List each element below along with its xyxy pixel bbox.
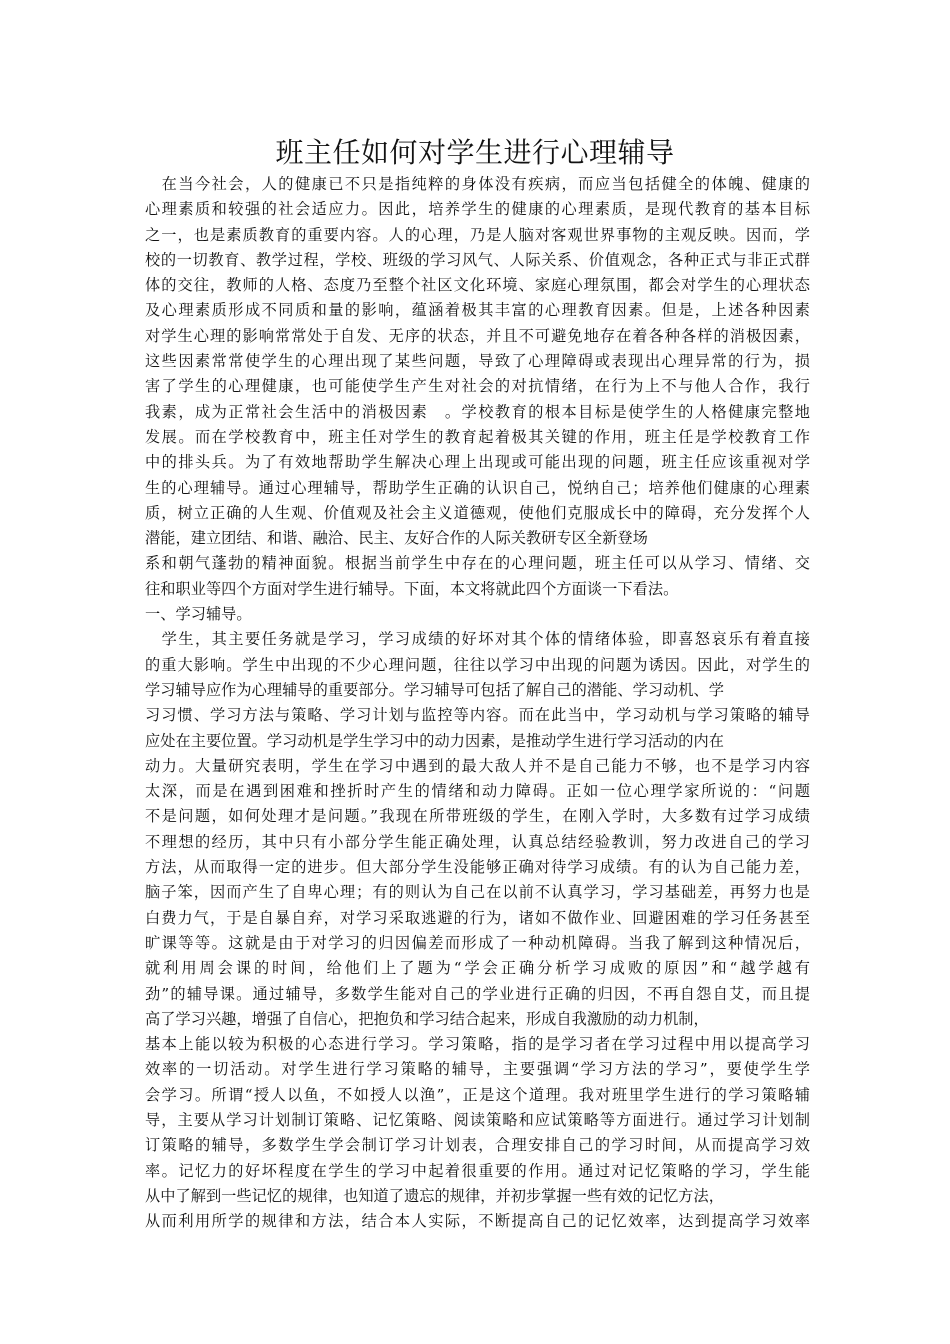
text-line: 质，树立正确的人生观、价值观及社会主义道德观，使他们克服成长中的障碍，充分发挥个人 — [145, 503, 810, 522]
text-line: 从中了解到一些记忆的规律，也知道了遗忘的规律，并初步掌握一些有效的记忆方法， — [145, 1186, 725, 1205]
text-line: 这些因素常常使学生的心理出现了某些问题，导致了心理障碍或表现出心理异常的行为，损 — [145, 352, 810, 371]
text-line: 脑子笨，因而产生了自卑心理；有的则认为自己在以前不认真学习，学习基础差，再努力也是 — [145, 883, 810, 902]
text-line: 高了学习兴趣，增强了自信心，把抱负和学习结合起来，形成自我激励的动力机制， — [145, 1009, 709, 1028]
text-line: 不理想的经历，其中只有小部分学生能正确处理，认真总结经验教训，努力改进自己的学习 — [145, 832, 810, 851]
text-line: 的重大影响。学生中出现的不少心理问题，往往以学习中出现的问题为诱因。因此，对学生的 — [145, 655, 810, 674]
text-line: 习习惯、学习方法与策略、学习计划与监控等内容。而在此当中，学习动机与学习策略的辅导 — [145, 706, 810, 725]
text-line: 旷课等等。这就是由于对学习的归因偏差而形成了一种动机障碍。当我了解到这种情况后， — [145, 933, 810, 952]
text-line: 白费力气，于是自暴自弃，对学习采取逃避的行为，诸如不做作业、回避困难的学习任务甚至 — [145, 908, 810, 927]
text-line: 校的一切教育、教学过程，学校、班级的学习风气、人际关系、价值观念，各种正式与非正式群 — [145, 250, 810, 269]
text-line: 在当今社会，人的健康已不只是指纯粹的身体没有疾病，而应当包括健全的体魄、健康的 — [145, 175, 810, 193]
text-line: 心理素质和较强的社会适应力。因此，培养学生的健康的心理素质，是现代教育的基本目标 — [145, 200, 810, 219]
text-line: 体的交往，教师的人格、态度乃至整个社区文化环境、家庭心理氛围，都会对学生的心理状态 — [145, 276, 810, 295]
text-line: 不是问题，如何处理才是问题。”我现在所带班级的学生，在刚入学时，大多数有过学习成绩 — [145, 807, 810, 826]
text-line: 往和职业等四个方面对学生进行辅导。下面，本文将就此四个方面谈一下看法。 — [145, 579, 679, 598]
text-line: 导，主要从学习计划制订策略、记忆策略、阅读策略和应试策略等方面进行。通过学习计划制 — [145, 1110, 810, 1129]
text-line: 潜能，建立团结、和谐、融洽、民主、友好合作的人际关教研专区全新登场 — [145, 529, 648, 548]
text-line: 从而利用所学的规律和方法，结合本人实际，不断提高自己的记忆效率，达到提高学习效率 — [145, 1212, 810, 1231]
text-line: 害了学生的心理健康，也可能使学生产生对社会的对抗情绪，在行为上不与他人合作，我行 — [145, 377, 810, 396]
text-line: 率。记忆力的好坏程度在学生的学习中起着很重要的作用。通过对记忆策略的学习，学生能 — [145, 1161, 810, 1180]
text-line: 基本上能以较为积极的心态进行学习。学习策略，指的是学习者在学习过程中用以提高学习 — [145, 1035, 810, 1054]
text-line: 学生，其主要任务就是学习，学习成绩的好坏对其个体的情绪体验，即喜怒哀乐有着直接 — [145, 630, 810, 649]
text-line: 系和朝气蓬勃的精神面貌。根据当前学生中存在的心理问题，班主任可以从学习、情绪、交 — [145, 554, 810, 573]
section-heading: 一、学习辅导。 — [145, 605, 252, 624]
text-line: 应处在主要位置。学习动机是学生学习中的动力因素，是推动学生进行学习活动的内在 — [145, 731, 725, 750]
text-line: 动力。大量研究表明，学生在学习中遇到的最大敌人并不是自己能力不够，也不是学习内容 — [145, 756, 810, 775]
text-line: 对学生心理的影响常常处于自发、无序的状态，并且不可避免地存在着各种各样的消极因素， — [145, 326, 810, 345]
document-title: 班主任如何对学生进行心理辅导 — [275, 136, 675, 169]
text-line: 我素，成为正常社会生活中的消极因素 。学校教育的根本目标是使学生的人格健康完整地 — [145, 402, 810, 421]
text-line: 会学习。所谓“授人以鱼，不如授人以渔”，正是这个道理。我对班里学生进行的学习策略辅 — [145, 1085, 810, 1104]
text-line: 太深，而是在遇到困难和挫折时产生的情绪和动力障碍。正如一位心理学家所说的：“问题 — [145, 782, 810, 801]
text-line: 及心理素质形成不同质和量的影响，蕴涵着极其丰富的心理教育因素。但是，上述各种因素 — [145, 301, 810, 320]
text-line: 劲”的辅导课。通过辅导，多数学生能对自己的学业进行正确的归因，不再自怨自艾，而且提 — [145, 984, 810, 1003]
text-line: 就利用周会课的时间，给他们上了题为“学会正确分析学习成败的原因”和“越学越有 — [145, 959, 810, 978]
text-line: 之一，也是素质教育的重要内容。人的心理，乃是人脑对客观世界事物的主观反映。因而，学 — [145, 225, 810, 244]
text-line: 方法，从而取得一定的进步。但大部分学生没能够正确对待学习成绩。有的认为自己能力差， — [145, 858, 810, 877]
text-line: 学习辅导应作为心理辅导的重要部分。学习辅导可包括了解自己的潜能、学习动机、学 — [145, 680, 725, 699]
text-line: 订策略的辅导，多数学生学会制订学习计划表，合理安排自己的学习时间，从而提高学习效 — [145, 1136, 810, 1155]
document-body — [145, 172, 810, 1234]
text-line: 效率的一切活动。对学生进行学习策略的辅导，主要强调“学习方法的学习”，要使学生学 — [145, 1060, 810, 1079]
text-line: 发展。而在学校教育中，班主任对学生的教育起着极其关键的作用，班主任是学校教育工作 — [145, 427, 810, 446]
text-line: 生的心理辅导。通过心理辅导，帮助学生正确的认识自己，悦纳自己；培养他们健康的心理素 — [145, 478, 810, 497]
text-line: 中的排头兵。为了有效地帮助学生解决心理上出现或可能出现的问题，班主任应该重视对学 — [145, 453, 810, 472]
